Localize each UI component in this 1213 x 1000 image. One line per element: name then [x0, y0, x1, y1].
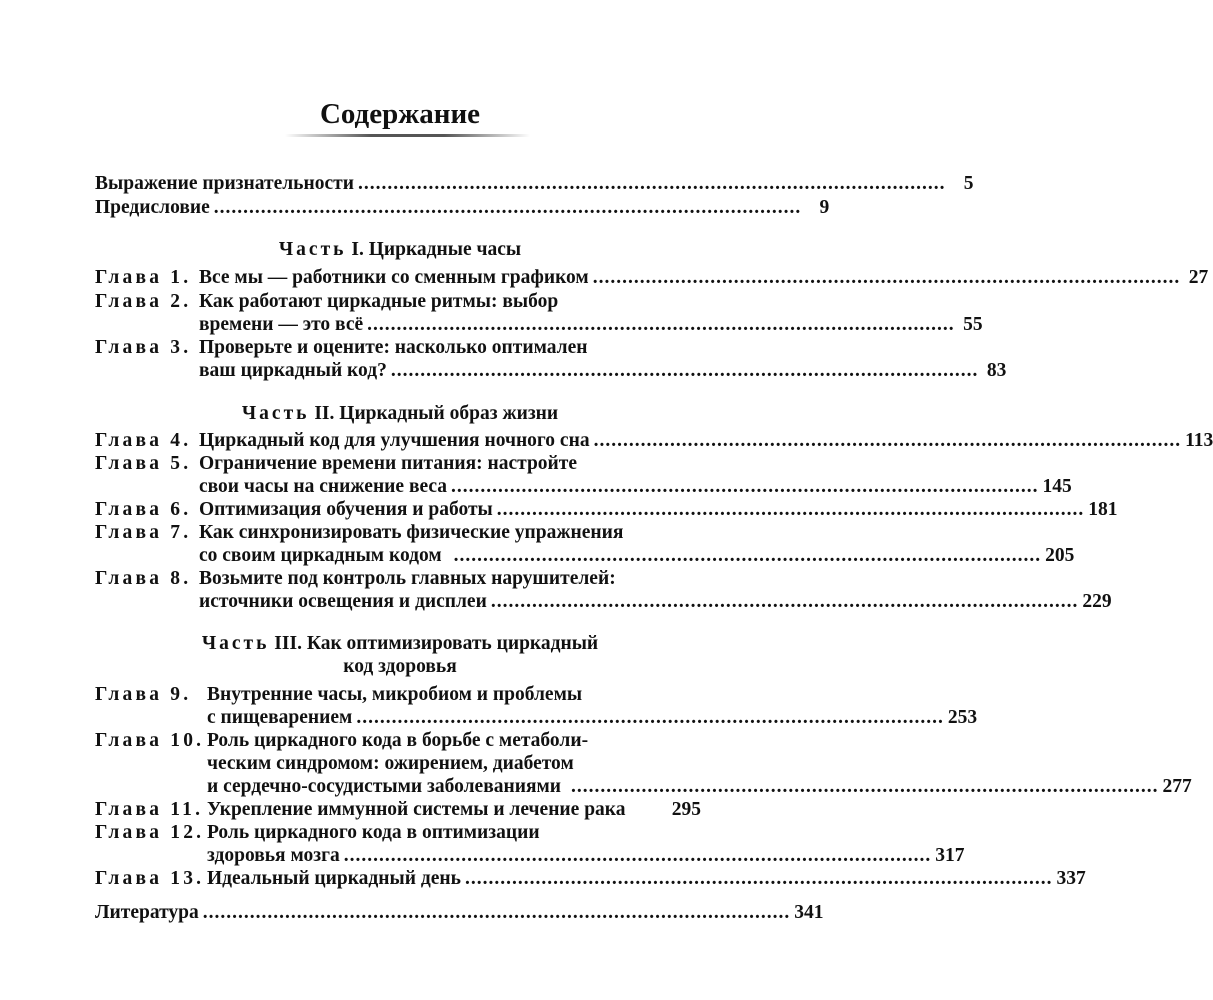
page-number: 9 [819, 197, 830, 218]
page-number: 277 [1162, 776, 1192, 797]
page-number: 253 [947, 707, 978, 728]
toc-entry-chapter-10-cont[interactable] [95, 752, 701, 776]
entry-title: Все мы — работники со сменным графиком [199, 267, 589, 288]
toc-entry-chapter-5-cont[interactable] [95, 475, 1072, 499]
dot-leader: .................................................................................................... [390, 360, 979, 381]
dot-leader: .................................................................................................... [464, 868, 1053, 889]
page-number: 229 [1082, 591, 1112, 612]
toc-entry-acknowledgements[interactable] [95, 172, 974, 196]
toc-entry-chapter-10-cont2[interactable] [95, 775, 1192, 799]
dot-leader: .................................................................................................... [453, 545, 1042, 566]
dot-leader: .................................................................................................... [496, 499, 1085, 520]
chapter-label: Глава 10. [95, 730, 205, 751]
toc-entry-chapter-6[interactable] [95, 498, 1118, 522]
page-number: 337 [1056, 868, 1086, 889]
chapter-label: Глава 6. [95, 499, 192, 520]
entry-title: Проверьте и оцените: насколько оптимален [199, 337, 588, 358]
part-heading-3 [0, 632, 800, 656]
toc-entry-chapter-2-cont[interactable] [95, 313, 983, 337]
entry-title: Циркадный код для улучшения ночного сна [199, 430, 590, 451]
toc-entry-chapter-12[interactable] [95, 821, 701, 845]
toc-entry-preface[interactable] [95, 196, 830, 220]
dot-leader: .................................................................................................... [451, 476, 1039, 497]
part-title: III. Как оптимизировать циркадный [274, 633, 599, 654]
toc-entry-chapter-12-cont[interactable] [95, 844, 965, 868]
entry-title: Укрепление иммунной системы и лечение рака [207, 799, 626, 820]
entry-title: Как работают циркадные ритмы: выбор [199, 291, 559, 312]
entry-title-cont: источники освещения и дисплеи [199, 591, 487, 612]
chapter-label: Глава 2. [95, 291, 192, 312]
toc-entry-chapter-7[interactable] [95, 521, 701, 545]
dot-leader: .................................................................................................... [367, 314, 955, 335]
entry-title: Как синхронизировать физические упражнения [199, 522, 624, 543]
toc-entry-chapter-2[interactable] [95, 290, 701, 314]
entry-title-cont: со своим циркадным кодом [199, 545, 442, 566]
entry-title: Оптимизация обучения и работы [199, 499, 493, 520]
part-title: I. Циркадные часы [351, 239, 522, 260]
chapter-label: Глава 1. [95, 267, 192, 288]
part-heading-1 [0, 238, 800, 262]
dot-leader: .................................................................................................... [213, 197, 802, 218]
page-title: Содержание [319, 98, 481, 130]
toc-entry-chapter-11[interactable] [95, 798, 701, 822]
toc-entry-chapter-4[interactable] [95, 429, 1213, 453]
dot-leader: .................................................................................................... [357, 173, 946, 194]
part-title-cont: код здоровья [343, 656, 457, 677]
toc-entry-references[interactable] [95, 901, 824, 925]
entry-title-cont: свои часы на снижение веса [199, 476, 448, 497]
chapter-label: Глава 5. [95, 453, 192, 474]
chapter-label: Глава 12. [95, 822, 205, 843]
entry-title: Внутренние часы, микробиом и проблемы [207, 684, 583, 705]
part-label: Часть [278, 239, 347, 260]
toc-entry-chapter-7-cont[interactable] [95, 544, 1075, 568]
toc-entry-chapter-1[interactable] [95, 266, 1209, 290]
title-underline [285, 134, 530, 137]
dot-leader: .................................................................................................... [343, 845, 932, 866]
entry-title: Ограничение времени питания: настройте [199, 453, 578, 474]
page-number: 83 [986, 360, 1007, 381]
entry-title-cont: с пищеварением [207, 707, 353, 728]
part-label: Часть [201, 633, 270, 654]
toc-entry-chapter-9[interactable] [95, 683, 701, 707]
part-heading-3-cont [0, 655, 800, 679]
entry-title: Литература [95, 902, 199, 923]
dot-leader: .................................................................................................... [356, 707, 944, 728]
chapter-label: Глава 11. [95, 799, 204, 820]
page-number: 205 [1045, 545, 1075, 566]
page-number: 181 [1088, 499, 1118, 520]
toc-entry-chapter-8-cont[interactable] [95, 590, 1112, 614]
chapter-label: Глава 9. [95, 684, 192, 705]
toc-entry-chapter-5[interactable] [95, 452, 701, 476]
entry-title-cont: ческим синдромом: ожирением, диабетом [207, 753, 574, 774]
entry-title: Идеальный циркадный день [207, 868, 461, 889]
page-number: 317 [935, 845, 965, 866]
entry-title: Роль циркадного кода в борьбе с метаболи- [207, 730, 589, 751]
dot-leader: .................................................................................................... [202, 902, 791, 923]
page-number: 295 [671, 799, 701, 820]
toc-entry-chapter-3[interactable] [95, 336, 701, 360]
entry-title-cont: здоровья мозга [207, 845, 340, 866]
chapter-label: Глава 7. [95, 522, 192, 543]
part-label: Часть [241, 403, 310, 424]
part-title: II. Циркадный образ жизни [314, 403, 559, 424]
page-number: 145 [1042, 476, 1072, 497]
toc-entry-chapter-3-cont[interactable] [95, 359, 1007, 383]
dot-leader: .................................................................................................... [490, 591, 1079, 612]
chapter-label: Глава 4. [95, 430, 192, 451]
entry-title: Роль циркадного кода в оптимизации [207, 822, 540, 843]
page-number: 55 [963, 314, 983, 335]
dot-leader: .................................................................................................... [592, 267, 1181, 288]
page-number: 5 [963, 173, 974, 194]
page-number: 341 [794, 902, 824, 923]
toc-entry-chapter-13[interactable] [95, 867, 1086, 891]
entry-title: Предисловие [95, 197, 210, 218]
chapter-label: Глава 13. [95, 868, 205, 889]
toc-entry-chapter-10[interactable] [95, 729, 701, 753]
dot-leader: .................................................................................................... [593, 430, 1182, 451]
part-heading-2 [0, 402, 800, 426]
entry-title: Выражение признательности [95, 173, 354, 194]
dot-leader: .................................................................................................... [571, 776, 1159, 797]
chapter-label: Глава 3. [95, 337, 192, 358]
toc-entry-chapter-8[interactable] [95, 567, 701, 591]
toc-entry-chapter-9-cont[interactable] [95, 706, 978, 730]
page-number: 27 [1188, 267, 1209, 288]
page-number: 113 [1185, 430, 1213, 451]
chapter-label: Глава 8. [95, 568, 192, 589]
entry-title: Возьмите под контроль главных нарушителей: [199, 568, 616, 589]
entry-title-cont: ваш циркадный код? [199, 360, 387, 381]
entry-title-cont: времени — это всё [199, 314, 364, 335]
entry-title-cont: и сердечно-сосудистыми заболеваниями [207, 776, 562, 797]
